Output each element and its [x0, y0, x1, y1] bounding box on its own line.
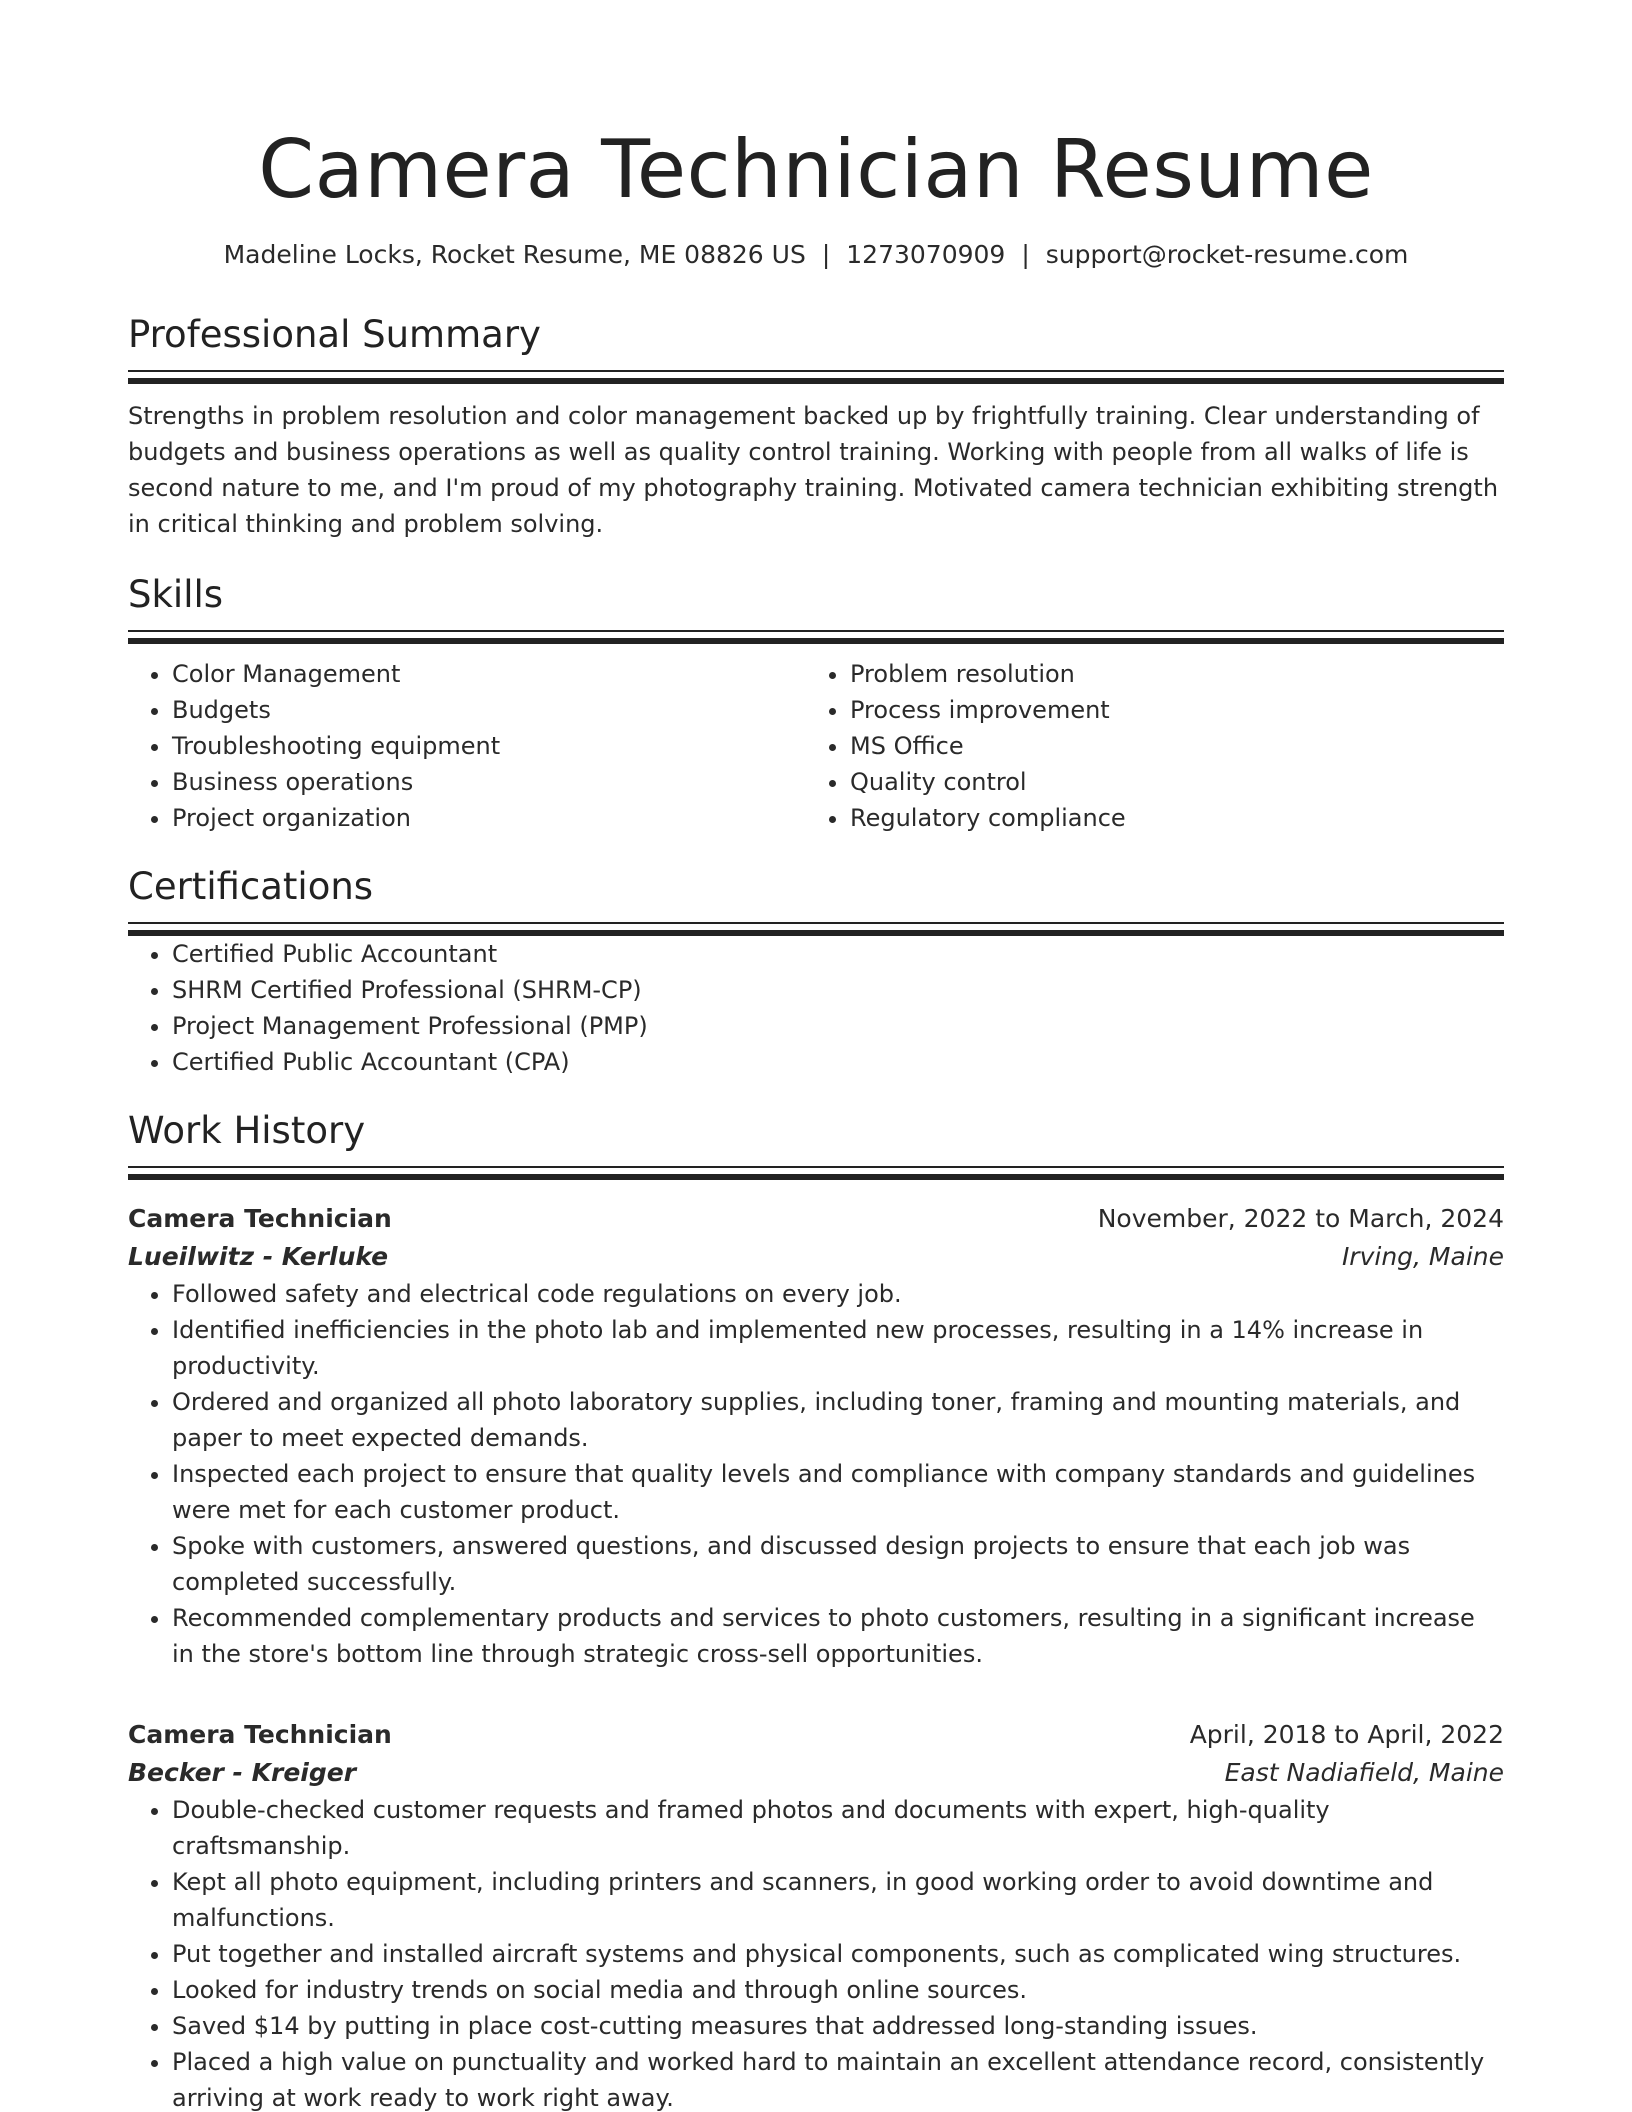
- job-company-row: [128, 1754, 1504, 1792]
- contact-separator: |: [1021, 240, 1030, 269]
- job-location: East Nadiafield, Maine: [1224, 1758, 1504, 1787]
- job-header-row: [128, 1716, 1504, 1754]
- contact-phone: 1273070909: [846, 240, 1006, 269]
- job-duty-item: • Placed a high value on punctuality and worked hard to maintain an excellent attendance record, consistently arriving at work ready to work right away.: [172, 2044, 1504, 2112]
- job-dates: November, 2022 to March, 2024: [1097, 1204, 1504, 1233]
- job-company: Becker - Kreiger: [128, 1758, 357, 1787]
- summary-heading: Professional Summary: [128, 313, 541, 356]
- section-divider: [128, 922, 1504, 924]
- job-header-row: [128, 1200, 1504, 1238]
- skill-item: • MS Office: [850, 728, 1484, 764]
- certification-item: • Certified Public Accountant (CPA): [172, 1044, 1504, 1080]
- section-divider-thick: [128, 1174, 1504, 1180]
- skills-list-left: [128, 656, 806, 836]
- resume-title: Camera Technician Resume: [258, 123, 1374, 216]
- certification-item: • Certified Public Accountant: [172, 936, 1504, 972]
- section-divider: [128, 370, 1504, 372]
- certification-item: • SHRM Certified Professional (SHRM-CP): [172, 972, 1504, 1008]
- job-duty-item: • Identified inefficiencies in the photo lab and implemented new processes, resulting in a 14% increase in productivity.: [172, 1312, 1504, 1384]
- skill-item: • Budgets: [172, 692, 806, 728]
- job-company: Lueilwitz - Kerluke: [128, 1242, 389, 1271]
- summary-text: Strengths in problem resolution and color management backed up by frightfully training. Clear understanding of budgets and business operations as well as quality control training. Working with people from all walks of life is second nature to me, and I'm proud of my photography training. Motivated camera technician exhibiting strength in critical thinking and problem solving.: [128, 402, 1499, 538]
- job-duty-item: • Spoke with customers, answered questions, and discussed design projects to ensure that each job was completed successfully.: [172, 1528, 1504, 1600]
- job-dates: April, 2018 to April, 2022: [1189, 1720, 1504, 1749]
- contact-address: Madeline Locks, Rocket Resume, ME 08826 US: [223, 240, 806, 269]
- skill-item: • Process improvement: [850, 692, 1484, 728]
- skills-list-right: [806, 656, 1484, 836]
- job-entry: [128, 1716, 1504, 2112]
- skill-item: • Problem resolution: [850, 656, 1484, 692]
- certifications-section: [128, 864, 1504, 1080]
- job-location: Irving, Maine: [1341, 1242, 1504, 1271]
- job-title: Camera Technician: [128, 1204, 392, 1233]
- job-duties-list: [128, 1276, 1504, 1672]
- resume-content: [128, 0, 1504, 2112]
- job-duties-list: [128, 1792, 1504, 2112]
- skills-section: [128, 572, 1504, 836]
- job-duty-item: • Ordered and organized all photo laboratory supplies, including toner, framing and mounting materials, and paper to meet expected demands.: [172, 1384, 1504, 1456]
- contact-separator: |: [821, 240, 831, 269]
- job-duty-item: • Put together and installed aircraft systems and physical components, such as complicated wing structures.: [172, 1936, 1504, 1972]
- certifications-list: [128, 936, 1504, 1080]
- job-duty-item: • Double-checked customer requests and framed photos and documents with expert, high-quality craftsmanship.: [172, 1792, 1504, 1864]
- job-entry: [128, 1200, 1504, 1672]
- skills-column-right: [806, 656, 1484, 836]
- job-title: Camera Technician: [128, 1720, 392, 1749]
- job-duty-item: • Kept all photo equipment, including printers and scanners, in good working order to avoid downtime and malfunctions.: [172, 1864, 1504, 1936]
- job-company-row: [128, 1238, 1504, 1276]
- skill-item: • Business operations: [172, 764, 806, 800]
- contact-line: [128, 238, 1504, 272]
- skills-column-left: [128, 656, 806, 836]
- work-history-heading: Work History: [128, 1109, 366, 1152]
- section-divider: [128, 630, 1504, 632]
- section-divider: [128, 1166, 1504, 1168]
- certifications-heading: Certifications: [128, 865, 374, 908]
- skill-item: • Troubleshooting equipment: [172, 728, 806, 764]
- skill-item: • Quality control: [850, 764, 1484, 800]
- job-duty-item: • Followed safety and electrical code regulations on every job.: [172, 1276, 1504, 1312]
- skill-item: • Color Management: [172, 656, 806, 692]
- contact-email[interactable]: support@rocket-resume.com: [1045, 240, 1409, 269]
- work-history-section: [128, 1108, 1504, 2112]
- skill-item: • Project organization: [172, 800, 806, 836]
- job-duty-item: • Recommended complementary products and services to photo customers, resulting in a significant increase in the store's bottom line through strategic cross-sell opportunities.: [172, 1600, 1504, 1672]
- section-divider-thick: [128, 378, 1504, 384]
- job-duty-item: • Inspected each project to ensure that quality levels and compliance with company standards and guidelines were met for each customer product.: [172, 1456, 1504, 1528]
- section-divider-thick: [128, 638, 1504, 644]
- certification-item: • Project Management Professional (PMP): [172, 1008, 1504, 1044]
- job-duty-item: • Looked for industry trends on social media and through online sources.: [172, 1972, 1504, 2008]
- job-duty-item: • Saved $14 by putting in place cost-cutting measures that addressed long-standing issues.: [172, 2008, 1504, 2044]
- skill-item: • Regulatory compliance: [850, 800, 1484, 836]
- skills-heading: Skills: [128, 573, 224, 616]
- summary-section: [128, 312, 1504, 542]
- skills-columns: [128, 656, 1504, 836]
